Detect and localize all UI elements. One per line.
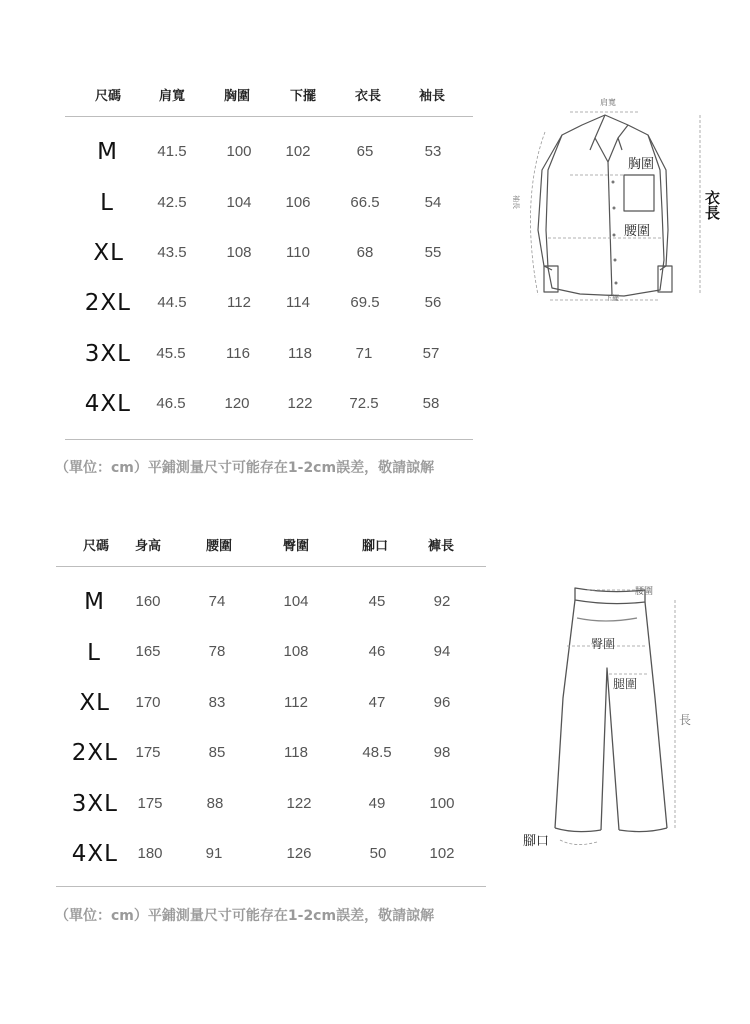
top-cell: 69.5 [350, 294, 380, 311]
top-cell: 53 [424, 143, 442, 160]
pants-cuff-label: 腳口 [523, 834, 550, 849]
top-header-sleeve: 袖長 [418, 89, 446, 104]
top-row-size: 2XL [84, 290, 131, 316]
shirt-sleeve-label: 袖長 [512, 195, 520, 209]
bottom-cell: 50 [369, 845, 387, 862]
shirt-hem-label: 下擺 [605, 294, 619, 302]
bottom-cell: 92 [433, 593, 451, 610]
top-cell: 118 [288, 345, 312, 362]
bottom-cell: 118 [284, 744, 308, 761]
top-cell: 42.5 [157, 194, 187, 211]
top-cell: 55 [424, 244, 442, 261]
top-cell: 58 [422, 395, 440, 412]
bottom-cell: 88 [206, 795, 224, 812]
bottom-cell: 94 [433, 643, 451, 660]
top-footer-rule [65, 439, 473, 440]
top-cell: 100 [226, 143, 252, 160]
top-cell: 41.5 [157, 143, 187, 160]
bottom-cell: 170 [135, 694, 161, 711]
bottom-cell: 160 [135, 593, 161, 610]
bottom-cell: 78 [208, 643, 226, 660]
top-cell: 104 [226, 194, 252, 211]
bottom-row-size: 4XL [71, 841, 118, 867]
top-cell: 116 [226, 345, 250, 362]
top-header-size: 尺碼 [94, 89, 122, 104]
bottom-cell: 49 [368, 795, 386, 812]
bottom-cell: 96 [433, 694, 451, 711]
shirt-waist-label: 腰圍 [624, 224, 651, 239]
pants-length-label: 長 [679, 713, 692, 727]
bottom-row-size: 3XL [71, 791, 118, 817]
bottom-header-pants-length: 褲長 [427, 539, 455, 554]
top-cell: 43.5 [157, 244, 187, 261]
top-note: （單位：cm）平鋪測量尺寸可能存在1-2cm誤差，敬請諒解 [55, 460, 435, 476]
bottom-header-hip: 臀圍 [282, 539, 310, 554]
bottom-cell: 85 [208, 744, 226, 761]
bottom-cell: 74 [208, 593, 226, 610]
bottom-header-cuff: 腳口 [361, 539, 389, 554]
top-cell: 114 [286, 294, 310, 311]
top-cell: 66.5 [350, 194, 380, 211]
top-cell: 102 [285, 143, 311, 160]
bottom-cell: 91 [205, 845, 223, 862]
bottom-cell: 46 [368, 643, 386, 660]
bottom-cell: 83 [208, 694, 226, 711]
bottom-row-size: 2XL [71, 740, 118, 766]
top-cell: 106 [285, 194, 311, 211]
bottom-header-waist: 腰圍 [205, 539, 233, 554]
shirt-length-label: 衣長 [703, 190, 721, 220]
top-row-size: 4XL [84, 391, 131, 417]
bottom-cell: 102 [429, 845, 455, 862]
top-cell: 68 [356, 244, 374, 261]
top-cell: 56 [424, 294, 442, 311]
bottom-cell: 175 [137, 795, 163, 812]
top-header-length: 衣長 [354, 89, 382, 104]
top-cell: 120 [224, 395, 250, 412]
bottom-cell: 47 [368, 694, 386, 711]
pants-hip-label: 臀圍 [591, 637, 616, 651]
bottom-cell: 104 [283, 593, 309, 610]
top-cell: 44.5 [157, 294, 187, 311]
bottom-cell: 122 [286, 795, 312, 812]
pants-diagram [515, 578, 705, 853]
top-cell: 72.5 [349, 395, 379, 412]
bottom-footer-rule [56, 886, 486, 887]
bottom-cell: 45 [368, 593, 386, 610]
bottom-row-size: M [84, 589, 105, 615]
top-cell: 110 [286, 244, 310, 261]
pants-waist-label: 腰圍 [635, 587, 654, 597]
bottom-header-size: 尺碼 [82, 539, 110, 554]
top-cell: 112 [227, 294, 251, 311]
top-header-chest: 胸圍 [223, 89, 251, 104]
shirt-chest-label: 胸圍 [628, 157, 655, 172]
bottom-header-rule [56, 566, 486, 567]
bottom-cell: 108 [283, 643, 309, 660]
bottom-row-size: L [87, 640, 101, 666]
bottom-header-height: 身高 [134, 539, 162, 554]
top-header-rule [65, 116, 473, 117]
top-cell: 71 [355, 345, 373, 362]
bottom-cell: 180 [137, 845, 163, 862]
top-cell: 65 [356, 143, 374, 160]
bottom-cell: 112 [284, 694, 308, 711]
top-row-size: XL [93, 240, 124, 266]
top-row-size: M [97, 139, 118, 165]
bottom-cell: 48.5 [362, 744, 392, 761]
bottom-cell: 175 [135, 744, 161, 761]
top-header-hem: 下擺 [289, 89, 317, 104]
top-header-shoulder: 肩寬 [158, 89, 186, 104]
bottom-cell: 126 [286, 845, 312, 862]
bottom-cell: 100 [429, 795, 455, 812]
top-row-size: 3XL [84, 341, 131, 367]
bottom-note: （單位：cm）平鋪測量尺寸可能存在1-2cm誤差，敬請諒解 [55, 908, 435, 924]
top-cell: 54 [424, 194, 442, 211]
top-cell: 46.5 [156, 395, 186, 412]
pants-thigh-label: 腿圍 [613, 677, 638, 691]
shirt-shoulder-label: 肩寬 [600, 98, 616, 107]
bottom-cell: 98 [433, 744, 451, 761]
bottom-row-size: XL [79, 690, 110, 716]
bottom-cell: 165 [135, 643, 161, 660]
shirt-diagram [500, 90, 730, 315]
top-cell: 45.5 [156, 345, 186, 362]
top-cell: 122 [287, 395, 313, 412]
top-row-size: L [100, 190, 114, 216]
top-cell: 57 [422, 345, 440, 362]
top-cell: 108 [226, 244, 252, 261]
